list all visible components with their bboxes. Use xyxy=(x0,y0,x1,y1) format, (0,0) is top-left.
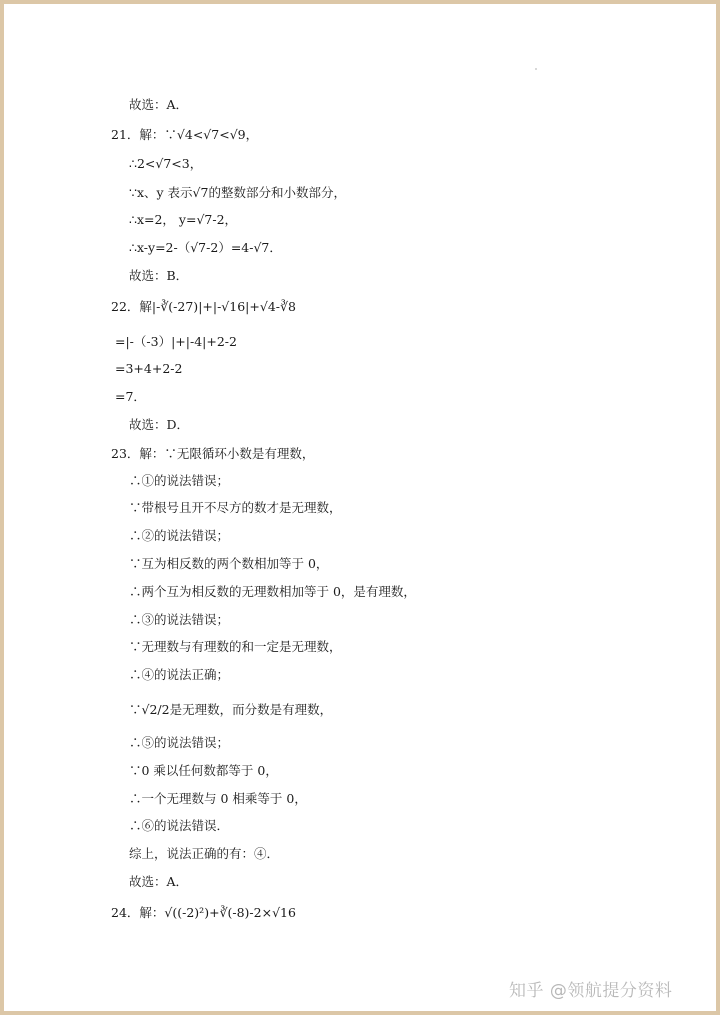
question-24-line: 24．解：√((-2)²)+∛(-8)-2×√16 xyxy=(111,905,296,920)
solution-line: ∵√2/2是无理数，而分数是有理数， xyxy=(129,702,333,717)
document-page xyxy=(4,4,716,1011)
solution-line: ∴⑥的说法错误． xyxy=(129,818,230,833)
watermark: 知乎 @领航提分资料 xyxy=(509,981,673,1001)
solution-line: ∴④的说法正确； xyxy=(129,667,230,682)
solution-line: ∴x=2， y=√7-2， xyxy=(129,212,238,227)
solution-line: ∵互为相反数的两个数相加等于 0， xyxy=(129,556,329,571)
solution-line: =|-（-3）|+|-4|+2-2 xyxy=(115,334,237,349)
solution-line: ∴一个无理数与 0 相乘等于 0， xyxy=(129,791,307,806)
solution-line: ∴2<√7<3， xyxy=(129,156,203,171)
solution-line: ∵无理数与有理数的和一定是无理数， xyxy=(129,639,342,654)
answer-line: 故选：A． xyxy=(129,97,189,112)
question-22-line: 22．解|-∛(-27)|+|-√16|+√4-∛8 xyxy=(111,299,296,314)
solution-line: ∴两个互为相反数的无理数相加等于 0，是有理数， xyxy=(129,584,416,599)
solution-line: =7． xyxy=(115,389,146,404)
solution-line: ∴⑤的说法错误； xyxy=(129,735,230,750)
solution-line: ∴③的说法错误； xyxy=(129,612,230,627)
question-23-line: 23．解：∵无限循环小数是有理数， xyxy=(111,446,315,461)
solution-line: ∴②的说法错误； xyxy=(129,528,230,543)
answer-line: 故选：B． xyxy=(129,268,189,283)
answer-line: 故选：A． xyxy=(129,874,189,889)
solution-line: ∵x、y 表示√7的整数部分和小数部分， xyxy=(129,185,346,200)
solution-line: =3+4+2-2 xyxy=(115,361,183,376)
question-21-line: 21．解：∵√4<√7<√9， xyxy=(111,127,259,142)
solution-line: ∵0 乘以任何数都等于 0， xyxy=(129,763,278,778)
solution-line: ∵带根号且开不尽方的数才是无理数， xyxy=(129,500,342,515)
solution-line: ∴①的说法错误； xyxy=(129,473,230,488)
solution-line: ∴x-y=2-（√7-2）=4-√7． xyxy=(129,240,282,255)
scan-speck xyxy=(535,68,537,70)
solution-line: 综上，说法正确的有：④． xyxy=(129,846,280,861)
answer-line: 故选：D． xyxy=(129,417,190,432)
